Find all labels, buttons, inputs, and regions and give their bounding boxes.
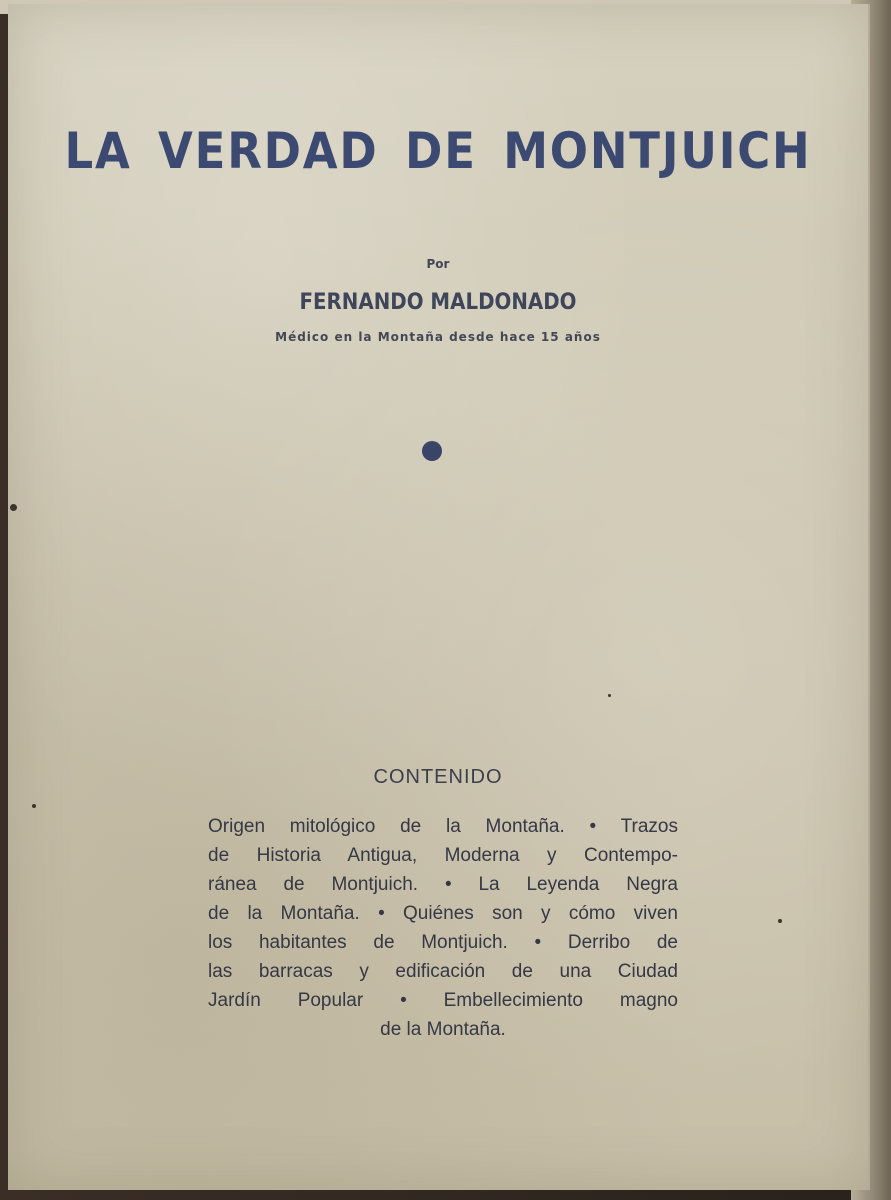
contents-line: de Historia Antigua, Moderna y Contempo-: [208, 845, 678, 866]
contents-line: las barracas y edificación de una Ciudad: [208, 961, 678, 982]
contents-heading: CONTENIDO: [373, 766, 503, 788]
contents-line: Jardín Popular • Embellecimiento magno: [208, 990, 678, 1011]
contents-line: ránea de Montjuich. • La Leyenda Negra: [208, 874, 678, 895]
contents-line: Origen mitológico de la Montaña. • Trazos: [208, 816, 678, 837]
paper-speck: [32, 804, 36, 808]
paper-speck: [778, 919, 782, 923]
author-note: Médico en la Montaña desde hace 15 años: [275, 330, 601, 344]
book-title: LA VERDAD DE MONTJUICH: [64, 122, 812, 180]
paper-speck: [10, 504, 17, 511]
book-cover: [8, 4, 870, 1190]
contents-line: de la Montaña.: [380, 1019, 506, 1040]
ornament-dot-icon: [422, 441, 442, 461]
author-name: FERNANDO MALDONADO: [299, 290, 577, 315]
by-label: Por: [426, 257, 450, 271]
paper-speck: [608, 694, 611, 697]
contents-text: [208, 812, 678, 1044]
contents-line: los habitantes de Montjuich. • Derribo de: [208, 932, 678, 953]
contents-line: de la Montaña. • Quiénes son y cómo viven: [208, 903, 678, 924]
